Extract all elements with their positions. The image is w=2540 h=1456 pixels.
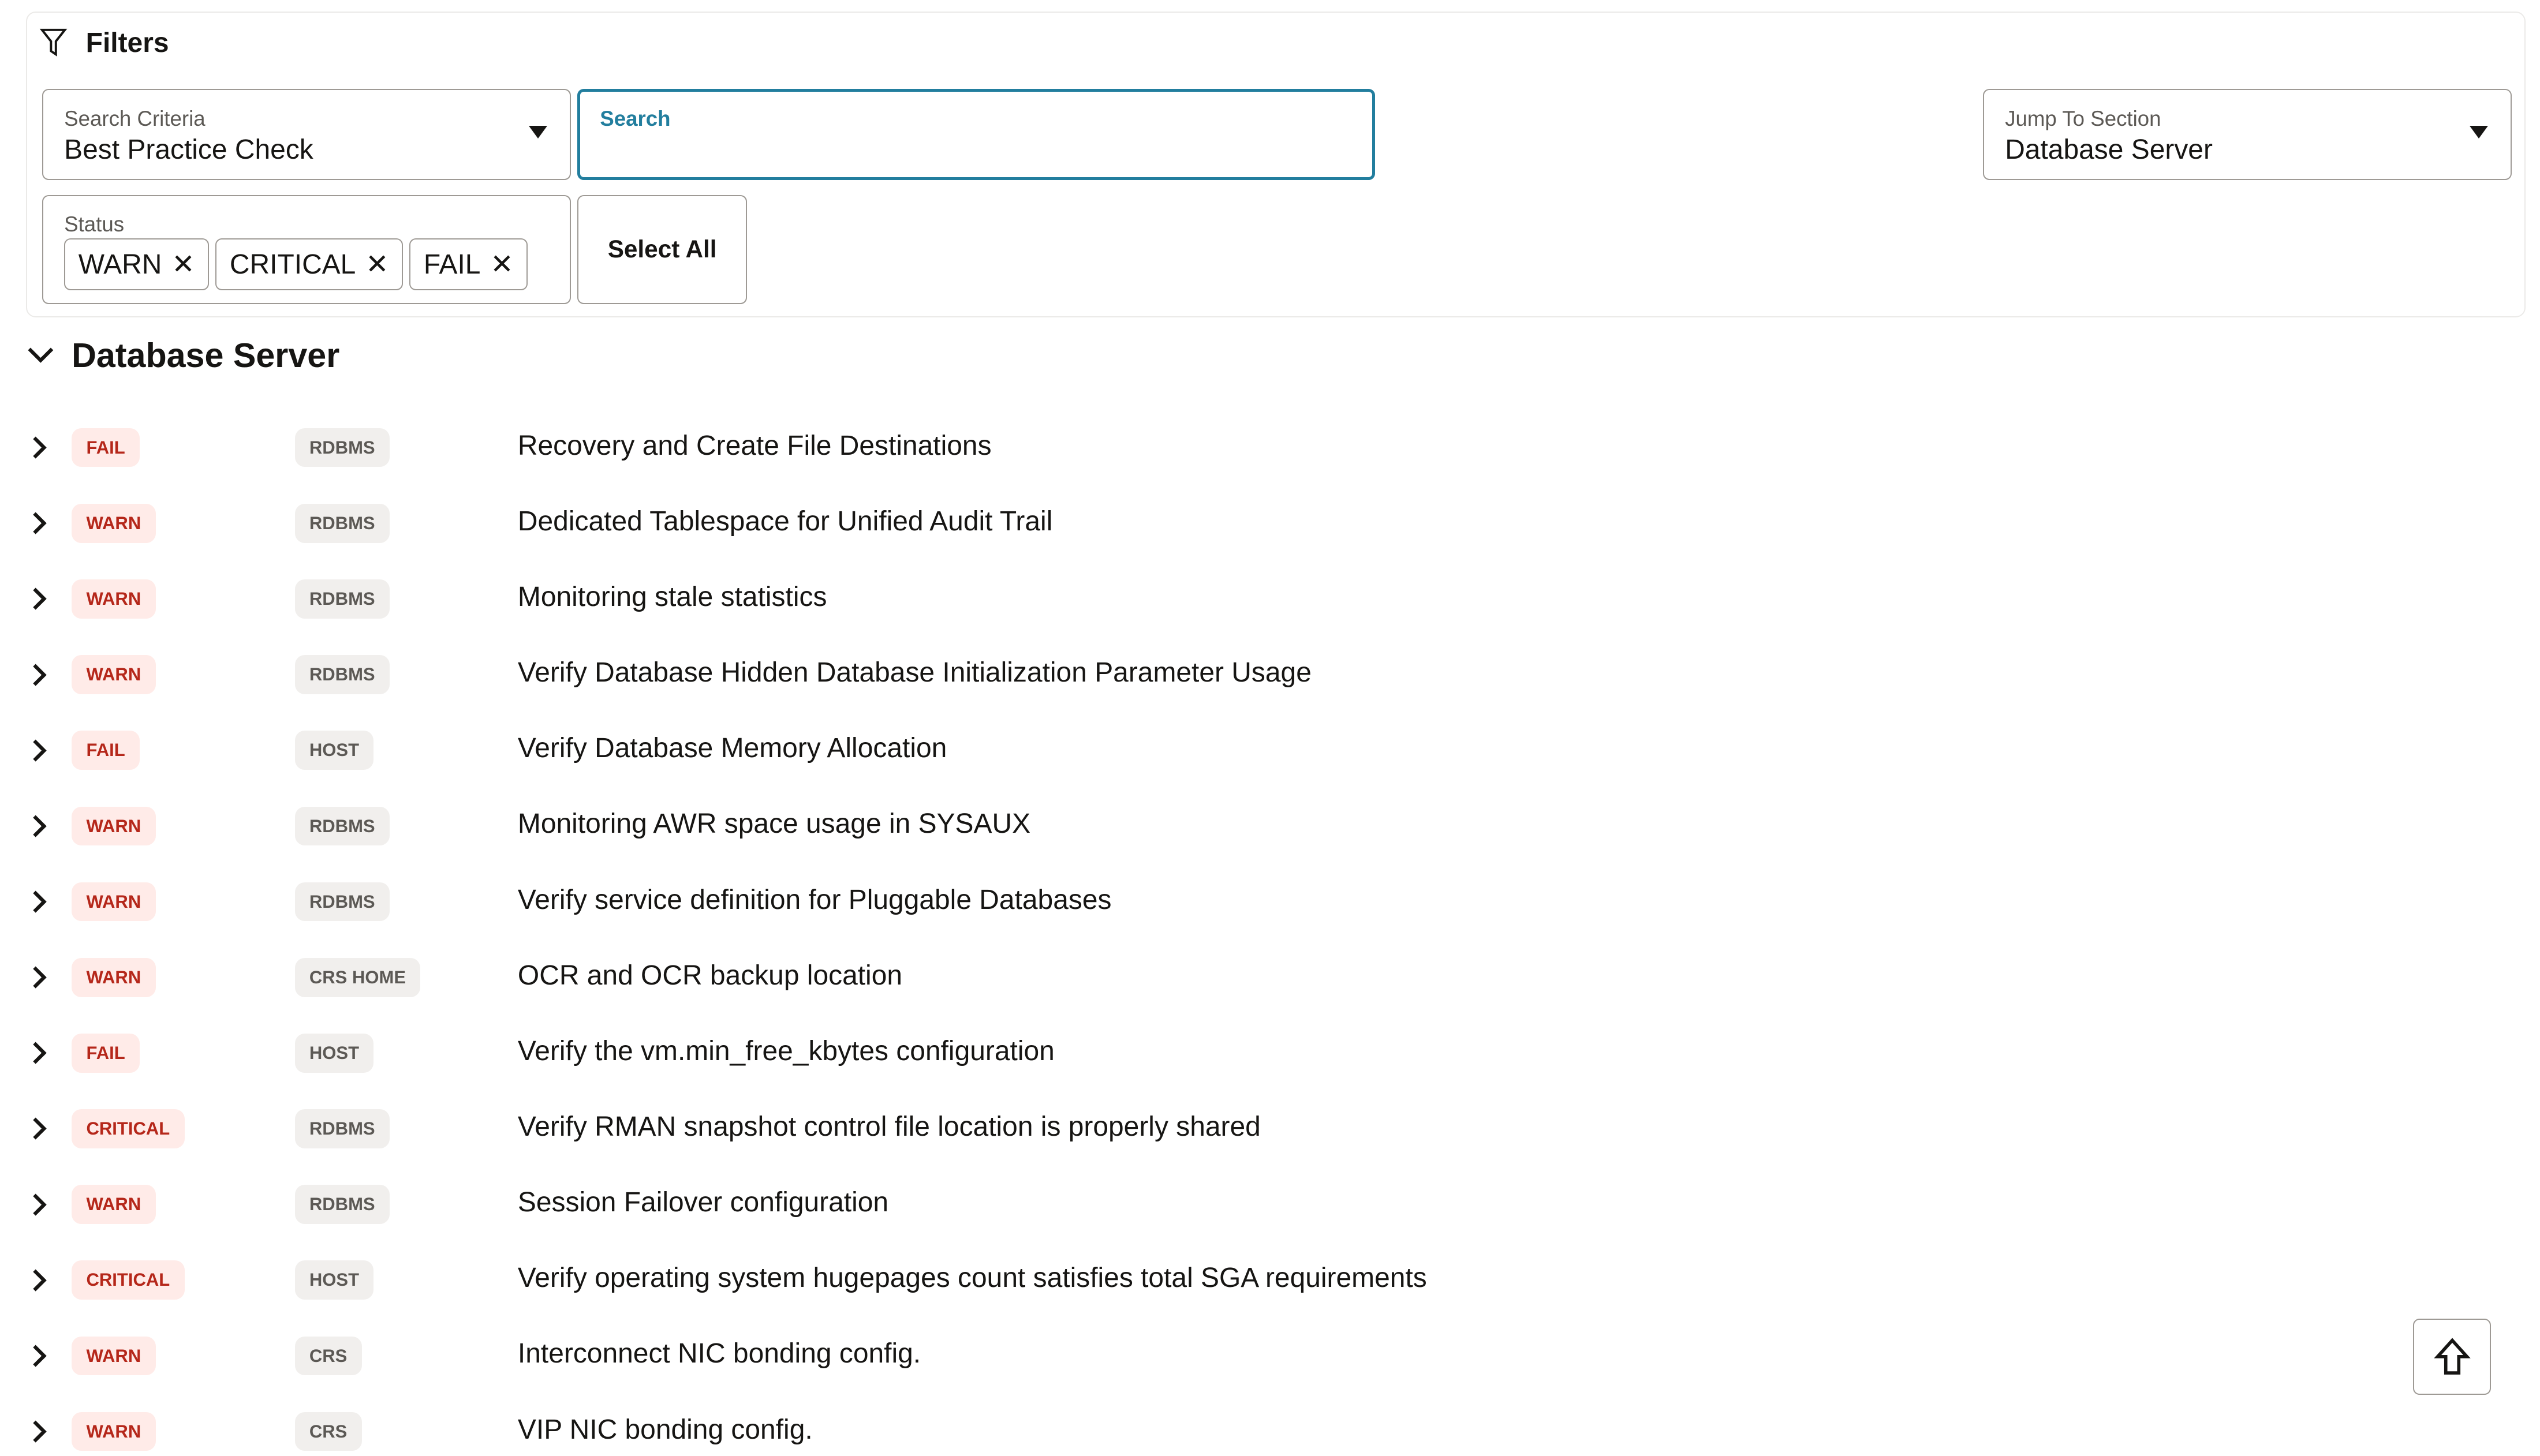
component-badge: CRS bbox=[295, 1412, 362, 1451]
component-badge: RDBMS bbox=[295, 1185, 390, 1224]
chevron-right-icon[interactable] bbox=[29, 586, 49, 612]
jump-to-section-select[interactable] bbox=[1983, 89, 2512, 180]
close-icon[interactable]: ✕ bbox=[171, 249, 195, 280]
chevron-down-icon bbox=[529, 126, 547, 139]
jump-value: Database Server bbox=[2005, 134, 2213, 166]
check-title[interactable]: Verify Database Hidden Database Initialization Parameter Usage bbox=[517, 657, 1312, 688]
component-badge: RDBMS bbox=[295, 655, 390, 694]
status-badge: FAIL bbox=[72, 428, 140, 467]
component-badge: RDBMS bbox=[295, 807, 390, 846]
component-badge: RDBMS bbox=[295, 1109, 390, 1148]
check-row[interactable] bbox=[0, 1331, 1954, 1380]
section-title: Database Server bbox=[72, 336, 340, 375]
status-badge: WARN bbox=[72, 1185, 156, 1224]
check-title[interactable]: Verify operating system hugepages count satisfies total SGA requirements bbox=[517, 1263, 1427, 1294]
check-title[interactable]: OCR and OCR backup location bbox=[517, 960, 903, 991]
search-criteria-label: Search Criteria bbox=[64, 106, 206, 130]
close-icon[interactable]: ✕ bbox=[365, 249, 389, 280]
component-badge: HOST bbox=[295, 1034, 374, 1073]
check-title[interactable]: Dedicated Tablespace for Unified Audit Trail bbox=[517, 506, 1053, 537]
component-badge: RDBMS bbox=[295, 882, 390, 922]
chevron-right-icon[interactable] bbox=[29, 510, 49, 536]
check-row[interactable] bbox=[0, 1180, 1954, 1229]
status-badge: WARN bbox=[72, 882, 156, 922]
status-chips bbox=[64, 238, 534, 290]
status-label: Status bbox=[64, 212, 125, 236]
check-row[interactable] bbox=[0, 726, 1954, 775]
status-badge: WARN bbox=[72, 504, 156, 543]
check-title[interactable]: Interconnect NIC bonding config. bbox=[517, 1338, 921, 1369]
chevron-right-icon[interactable] bbox=[29, 1116, 49, 1141]
check-row[interactable] bbox=[0, 650, 1954, 699]
check-row[interactable] bbox=[0, 1256, 1954, 1305]
chevron-right-icon[interactable] bbox=[29, 1192, 49, 1218]
chip-warn[interactable] bbox=[64, 238, 209, 290]
chevron-down-icon bbox=[2470, 126, 2488, 139]
jump-label: Jump To Section bbox=[2005, 106, 2161, 130]
check-row[interactable] bbox=[0, 499, 1954, 548]
chevron-right-icon[interactable] bbox=[29, 889, 49, 915]
status-badge: WARN bbox=[72, 958, 156, 997]
chevron-right-icon[interactable] bbox=[29, 813, 49, 839]
status-badge: WARN bbox=[72, 1412, 156, 1451]
select-all-button[interactable]: Select All bbox=[577, 195, 746, 304]
check-title[interactable]: Monitoring AWR space usage in SYSAUX bbox=[517, 809, 1031, 840]
check-row[interactable] bbox=[0, 1407, 1954, 1456]
check-title[interactable]: VIP NIC bonding config. bbox=[517, 1414, 813, 1445]
chevron-right-icon[interactable] bbox=[29, 1040, 49, 1066]
component-badge: HOST bbox=[295, 1260, 374, 1300]
filters-header bbox=[40, 27, 169, 59]
status-badge: CRITICAL bbox=[72, 1109, 184, 1148]
check-row[interactable] bbox=[0, 575, 1954, 624]
check-row[interactable] bbox=[0, 802, 1954, 851]
status-badge: FAIL bbox=[72, 1034, 140, 1073]
check-title[interactable]: Monitoring stale statistics bbox=[517, 581, 827, 612]
section-header[interactable] bbox=[26, 335, 339, 375]
chevron-right-icon[interactable] bbox=[29, 964, 49, 990]
status-badge: WARN bbox=[72, 655, 156, 694]
component-badge: HOST bbox=[295, 731, 374, 770]
chip-label: FAIL bbox=[423, 249, 481, 280]
search-input[interactable] bbox=[577, 89, 1375, 180]
check-title[interactable]: Recovery and Create File Destinations bbox=[517, 430, 992, 461]
check-title[interactable]: Verify the vm.min_free_kbytes configuration bbox=[517, 1035, 1055, 1066]
chevron-right-icon[interactable] bbox=[29, 738, 49, 763]
chip-label: CRITICAL bbox=[229, 249, 356, 280]
chip-label: WARN bbox=[78, 249, 162, 280]
search-label: Search bbox=[600, 106, 671, 130]
status-badge: WARN bbox=[72, 579, 156, 619]
component-badge: CRS HOME bbox=[295, 958, 421, 997]
component-badge: RDBMS bbox=[295, 504, 390, 543]
check-row[interactable] bbox=[0, 877, 1954, 926]
search-criteria-value: Best Practice Check bbox=[64, 134, 313, 166]
chevron-right-icon[interactable] bbox=[29, 1267, 49, 1293]
close-icon[interactable]: ✕ bbox=[490, 249, 514, 280]
chip-fail[interactable] bbox=[409, 238, 528, 290]
chevron-right-icon[interactable] bbox=[29, 435, 49, 461]
check-title[interactable]: Verify RMAN snapshot control file location is properly shared bbox=[517, 1111, 1261, 1142]
check-title[interactable]: Session Failover configuration bbox=[517, 1187, 889, 1218]
status-badge: WARN bbox=[72, 1337, 156, 1376]
status-multiselect[interactable] bbox=[42, 195, 572, 304]
check-title[interactable]: Verify service definition for Pluggable Databases bbox=[517, 884, 1112, 915]
check-row[interactable] bbox=[0, 1105, 1954, 1154]
status-badge: FAIL bbox=[72, 731, 140, 770]
check-row[interactable] bbox=[0, 423, 1954, 472]
search-criteria-select[interactable] bbox=[42, 89, 572, 180]
filters-panel bbox=[26, 12, 2525, 317]
chevron-right-icon[interactable] bbox=[29, 662, 49, 688]
arrow-up-icon bbox=[2434, 1337, 2470, 1376]
status-badge: WARN bbox=[72, 807, 156, 846]
chevron-down-icon bbox=[26, 346, 55, 365]
component-badge: CRS bbox=[295, 1337, 362, 1376]
chevron-right-icon[interactable] bbox=[29, 1418, 49, 1444]
check-row[interactable] bbox=[0, 953, 1954, 1002]
check-title[interactable]: Verify Database Memory Allocation bbox=[517, 733, 947, 764]
filters-title: Filters bbox=[85, 28, 169, 59]
scroll-to-top-button[interactable] bbox=[2413, 1319, 2491, 1395]
check-row[interactable] bbox=[0, 1029, 1954, 1078]
component-badge: RDBMS bbox=[295, 428, 390, 467]
component-badge: RDBMS bbox=[295, 579, 390, 619]
chevron-right-icon[interactable] bbox=[29, 1343, 49, 1369]
chip-critical[interactable] bbox=[215, 238, 403, 290]
status-badge: CRITICAL bbox=[72, 1260, 184, 1300]
filter-icon bbox=[40, 28, 66, 58]
